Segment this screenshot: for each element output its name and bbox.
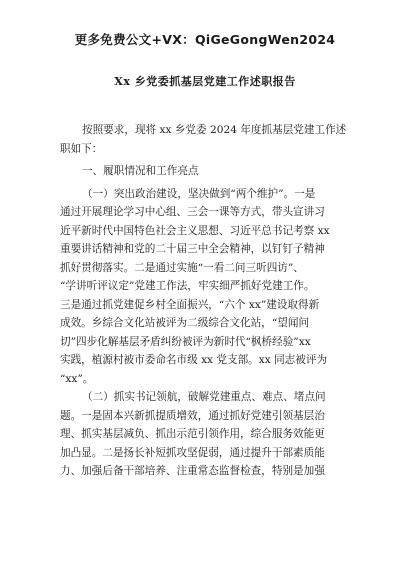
text-line: 近平新时代中国特色社会主义思想、习近平总书记考察 xx bbox=[60, 224, 330, 237]
paragraph bbox=[60, 121, 356, 158]
text-line: 理、抓实基层减负、抓出示范引领作用，综合服务效能更 bbox=[60, 428, 325, 440]
text-line: 力、加强后备干部培养、注重常态监督检查，特别是加强 bbox=[60, 465, 325, 477]
text-line: 实践，植源村被市委命名市级 xx 党支部。xx 同志被评为 bbox=[60, 354, 328, 366]
paragraph bbox=[60, 162, 356, 181]
text-line: 成效。乡综合文化站被评为二级综合文化站，“望闻问 bbox=[60, 317, 310, 329]
text-line: 加凸显。二是扬长补短抓攻坚促弱，通过提升干部素质能 bbox=[60, 446, 325, 459]
text-line: 重要讲话精神和党的二十届三中全会精神，以钉钉子精神 bbox=[60, 243, 325, 255]
header-banner: 更多免费公文+VX：QiGeGongWen2024 bbox=[74, 32, 336, 47]
document-title: Xx 乡党委抓基层党建工作述职报告 bbox=[114, 75, 296, 88]
text-line: “学讲听评议定”党建工作法，牢实细严抓好党建工作。 bbox=[60, 280, 315, 292]
text-line: 题。一是固本兴新抓提质增效，通过抓好党建引领基层治 bbox=[60, 409, 325, 422]
text-line: 按照要求，现将 xx 乡党委 2024 年度抓基层党建工作述 bbox=[82, 124, 347, 136]
text-line: （二）抓实书记领航，破解党建重点、难点、堵点问 bbox=[82, 391, 326, 403]
document-body bbox=[60, 121, 356, 481]
text-line: 三是通过抓党建促乡村全面振兴，“六个 xx”建设取得新 bbox=[60, 298, 320, 311]
text-line: 切”四步化解基层矛盾纠纷被评为新时代“枫桥经验”xx bbox=[60, 335, 311, 348]
text-line: （一）突出政治建设，坚决做到“两个维护”。一是 bbox=[82, 187, 316, 200]
text-line: “xx”。 bbox=[60, 372, 94, 385]
text-line: 职如下： bbox=[60, 142, 103, 155]
paragraph bbox=[60, 388, 356, 481]
text-line: 一、履职情况和工作亮点 bbox=[82, 165, 199, 177]
text-line: 通过开展理论学习中心组、三会一课等方式，带头宣讲习 bbox=[60, 206, 325, 218]
text-line: 抓好贯彻落实。二是通过实施“一看二问三听四访”、 bbox=[60, 261, 304, 274]
paragraph bbox=[60, 185, 356, 389]
